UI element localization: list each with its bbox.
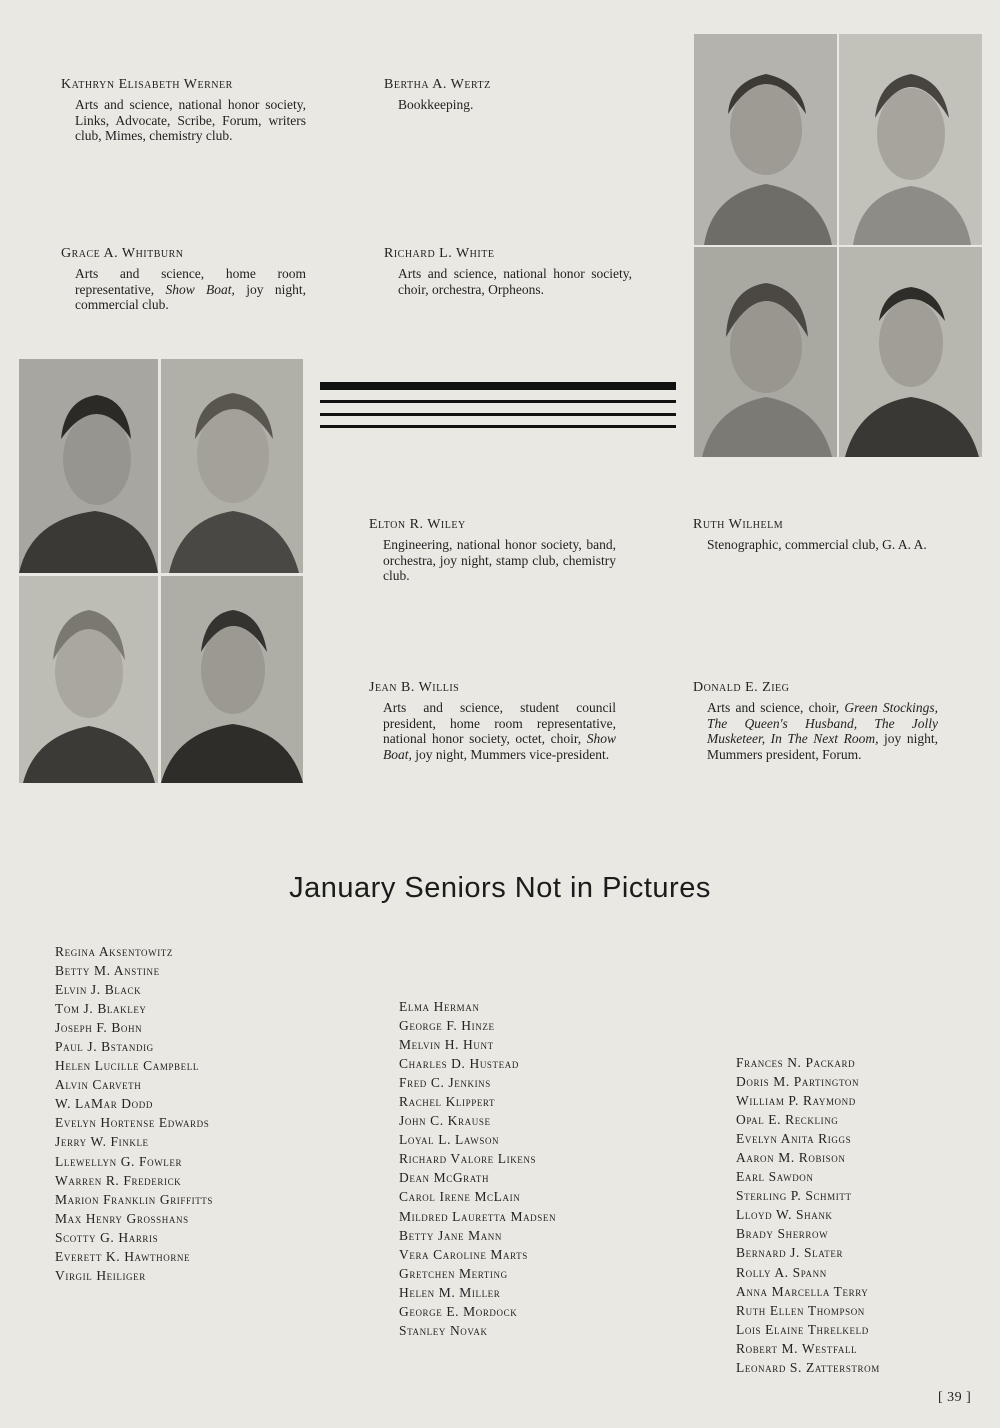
entry-whitburn (61, 246, 306, 313)
list-item: Fred C. Jenkins (399, 1075, 491, 1091)
entry-wertz (384, 77, 629, 113)
decorative-rule (320, 382, 676, 390)
entry-zieg (693, 680, 938, 762)
list-item: Dean McGrath (399, 1170, 490, 1186)
entry-activities: Engineering, national honor society, band, orchestra, joy night, stamp club, chemistry club. (383, 537, 616, 583)
list-item: Stanley Novak (399, 1322, 488, 1338)
list-item: Bernard J. Slater (736, 1245, 844, 1261)
list-item: Doris M. Partington (736, 1074, 860, 1090)
list-item: W. LaMar Dodd (55, 1096, 153, 1112)
list-item: Elvin J. Black (55, 982, 142, 998)
list-item: Evelyn Anita Riggs (736, 1131, 852, 1147)
list-item: Rolly A. Spann (736, 1264, 827, 1280)
list-item: Helen M. Miller (399, 1284, 501, 1300)
list-item: Joseph F. Bohn (55, 1020, 143, 1036)
list-item: Betty Jane Mann (399, 1227, 502, 1243)
list-item: Loyal L. Lawson (399, 1132, 500, 1148)
portrait-photo-white (839, 247, 982, 457)
entry-white (384, 246, 632, 297)
entry-name: Jean B. Willis (369, 680, 460, 695)
section-heading: January Seniors Not in Pictures (289, 872, 711, 904)
entry-name: Grace A. Whitburn (61, 246, 184, 261)
list-item: Max Henry Grosshans (55, 1210, 189, 1226)
portrait-photo-werner (694, 34, 837, 245)
portrait-photo-wilhelm (161, 359, 303, 573)
page-number: [ 39 ] (938, 1390, 972, 1405)
list-item: Llewellyn G. Fowler (55, 1153, 183, 1169)
list-item: Opal E. Reckling (736, 1112, 839, 1128)
not-pictured-column-2 (399, 997, 556, 1340)
entry-activities: Bookkeeping. (398, 97, 474, 112)
list-item: Scotty G. Harris (55, 1229, 159, 1245)
list-item: Virgil Heiliger (55, 1267, 146, 1283)
entry-activities: Stenographic, commercial club, G. A. A. (707, 537, 927, 552)
decorative-rule (320, 425, 676, 428)
entry-wilhelm (693, 517, 938, 553)
portrait-photo-wiley (19, 359, 158, 573)
list-item: Rachel Klippert (399, 1094, 496, 1110)
list-item: Elma Herman (399, 999, 480, 1014)
list-item: John C. Krause (399, 1113, 491, 1129)
entry-name: Kathryn Elisabeth Werner (61, 77, 233, 92)
list-item: Sterling P. Schmitt (736, 1188, 852, 1204)
list-item: Regina Aksentowitz (55, 944, 174, 959)
entry-wiley (369, 517, 616, 584)
list-item: Jerry W. Finkle (55, 1134, 149, 1150)
entry-willis (369, 680, 616, 762)
list-item: Melvin H. Hunt (399, 1037, 494, 1053)
list-item: Frances N. Packard (736, 1055, 856, 1070)
entry-activities: Arts and science, national honor society, choir, orchestra, Orpheons. (398, 266, 632, 297)
entry-name: Richard L. White (384, 246, 495, 261)
list-item: Vera Caroline Marts (399, 1246, 528, 1262)
entry-activities: Arts and science, student council president, home room representative, national honor society, octet, choir, Show Boat, joy night, Mummers vice-president. (383, 700, 616, 762)
list-item: Mildred Lauretta Madsen (399, 1208, 557, 1224)
entry-werner (61, 77, 306, 144)
list-item: Warren R. Frederick (55, 1172, 182, 1188)
list-item: Richard Valore Likens (399, 1151, 537, 1167)
list-item: Everett K. Hawthorne (55, 1248, 191, 1264)
list-item: Tom J. Blakley (55, 1001, 147, 1017)
list-item: Paul J. Bstandig (55, 1039, 154, 1055)
list-item: Gretchen Merting (399, 1265, 508, 1281)
portrait-photo-zieg (161, 576, 303, 783)
entry-name: Elton R. Wiley (369, 517, 466, 532)
entry-name: Donald E. Zieg (693, 680, 790, 695)
list-item: Evelyn Hortense Edwards (55, 1115, 210, 1131)
entry-activities: Arts and science, national honor society, Links, Advocate, Scribe, Forum, writers club, Mimes, chemistry club. (75, 97, 306, 143)
list-item: Betty M. Anstine (55, 963, 160, 979)
list-item: Anna Marcella Terry (736, 1283, 869, 1299)
list-item: Lois Elaine Threlkeld (736, 1321, 869, 1337)
list-item: Earl Sawdon (736, 1169, 814, 1185)
list-item: Brady Sherrow (736, 1226, 829, 1242)
list-item: Charles D. Hustead (399, 1056, 519, 1072)
portrait-photo-whitburn (694, 247, 837, 457)
decorative-rule (320, 400, 676, 403)
list-item: Lloyd W. Shank (736, 1207, 833, 1223)
list-item: Helen Lucille Campbell (55, 1058, 199, 1074)
list-item: Alvin Carveth (55, 1077, 142, 1093)
portrait-photo-willis (19, 576, 158, 783)
not-pictured-column-3 (736, 1053, 880, 1377)
list-item: George E. Mordock (399, 1303, 518, 1319)
entry-name: Ruth Wilhelm (693, 517, 784, 532)
list-item: George F. Hinze (399, 1018, 495, 1034)
list-item: Carol Irene McLain (399, 1189, 521, 1205)
not-pictured-column-1 (55, 942, 213, 1285)
entry-activities: Arts and science, home room representative, Show Boat, joy night, commercial club. (75, 266, 306, 312)
list-item: Ruth Ellen Thompson (736, 1302, 865, 1318)
decorative-rule (320, 413, 676, 416)
list-item: Marion Franklin Griffitts (55, 1191, 214, 1207)
list-item: Aaron M. Robison (736, 1150, 846, 1166)
list-item: William P. Raymond (736, 1093, 856, 1109)
list-item: Robert M. Westfall (736, 1340, 858, 1356)
entry-name: Bertha A. Wertz (384, 77, 491, 92)
portrait-photo-wertz (839, 34, 982, 245)
entry-activities: Arts and science, choir, Green Stockings, The Queen's Husband, The Jolly Musketeer, In The Next Room, joy night, Mummers president, Forum. (707, 700, 938, 762)
list-item: Leonard S. Zatterstrom (736, 1359, 880, 1375)
